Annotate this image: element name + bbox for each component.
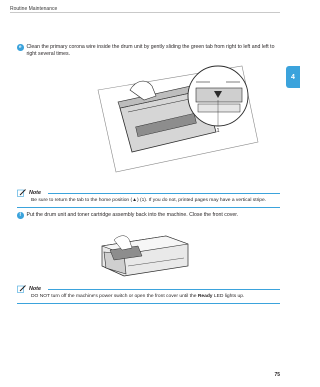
step-badge: e — [17, 44, 24, 51]
running-header: Routine Maintenance — [10, 6, 58, 12]
note-pencil-icon — [17, 189, 26, 197]
header-rule — [10, 12, 280, 13]
note-bottom-rule — [17, 207, 280, 208]
page-number: 75 — [274, 372, 280, 378]
printer-illustration — [94, 226, 194, 278]
note-2 — [17, 285, 280, 304]
zoom-base-shape — [198, 104, 240, 112]
step-e — [17, 44, 279, 58]
step-f — [17, 212, 279, 219]
note-label: Note — [29, 286, 41, 292]
ready-led-label: Ready — [197, 294, 213, 299]
note-text-before: DO NOT turn off the machine's power switch or open the front cover until the — [31, 294, 198, 299]
chapter-number: 4 — [291, 73, 295, 81]
step-text: Put the drum unit and toner cartridge assembly back into the machine. Close the front cover. — [26, 212, 239, 218]
chapter-tab — [286, 66, 300, 88]
note-text: Be sure to return the tab to the home position (▲) (1). If you do not, printed pages may have a vertical stripe. — [31, 198, 267, 203]
drum-unit-illustration — [92, 60, 262, 180]
note-header — [17, 189, 280, 197]
step-badge: f — [17, 212, 24, 219]
step-text: Clean the primary corona wire inside the drum unit by gently sliding the green tab from right to left and left to right several times. — [26, 44, 275, 57]
note-rule — [48, 193, 280, 194]
figure-callout-label: 1 — [216, 128, 220, 134]
note-rule — [48, 289, 280, 290]
note-bottom-rule — [17, 303, 280, 304]
note-header — [17, 285, 280, 293]
note-pencil-icon — [17, 285, 26, 293]
note-1 — [17, 189, 280, 208]
note-label: Note — [29, 190, 41, 196]
note-text — [31, 294, 280, 300]
note-text-after: LED lights up. — [212, 294, 245, 299]
